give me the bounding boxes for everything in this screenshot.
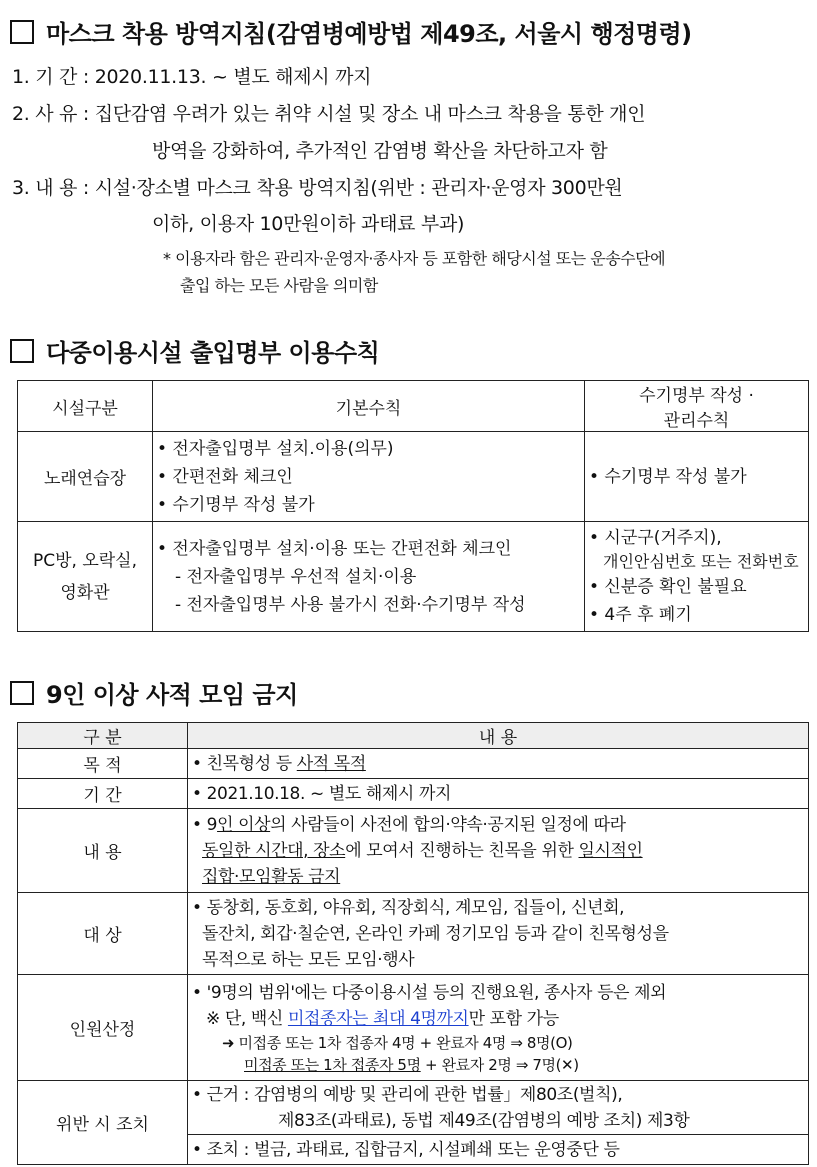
content-line bbox=[192, 838, 804, 864]
row-key: 인원산정 bbox=[18, 975, 188, 1081]
row-key: 기 간 bbox=[18, 779, 188, 809]
section-title-entry-log bbox=[10, 333, 379, 368]
text: • 9 bbox=[192, 814, 218, 835]
text: • 2021.10.18. ~ 별도 해제시 까지 bbox=[192, 783, 451, 804]
content-line bbox=[192, 812, 804, 838]
section-title-mask bbox=[10, 14, 692, 49]
section-title-text: 다중이용시설 출입명부 이용수칙 bbox=[46, 339, 380, 367]
table-row bbox=[18, 1081, 809, 1135]
bullet-item: • 수기명부 작성 불가 bbox=[589, 466, 747, 487]
table-row bbox=[18, 779, 809, 809]
row-value bbox=[188, 975, 809, 1081]
gathering-table bbox=[17, 722, 809, 1165]
text: 인 이상 bbox=[217, 814, 271, 835]
table-row bbox=[18, 809, 809, 893]
text: 동일한 시간대, 장소 bbox=[202, 840, 346, 861]
text: 일시적인 bbox=[578, 840, 643, 861]
content-line: 돌잔치, 회갑·칠순연, 온라인 카페 정기모임 등과 같이 친목형성을 bbox=[202, 923, 669, 944]
mask-content-1: 3. 내 용 : 시설·장소별 마스크 착용 방역지침(위반 : 관리자·운영자 300만원 bbox=[12, 177, 623, 199]
row-value bbox=[188, 893, 809, 975]
section-title-text: 마스크 착용 방역지침(감염병예방법 제49조, 서울시 행정명령) bbox=[46, 20, 692, 48]
text: ※ 단, 백신 bbox=[206, 1008, 288, 1029]
bullet-item: 개인안심번호 또는 전화번호 bbox=[603, 551, 799, 571]
content-line: • 동창회, 동호회, 야유회, 직장회식, 계모임, 집들이, 신년회, bbox=[192, 897, 625, 918]
content-line: ➜ 미접종 또는 1차 접종자 4명 + 완료자 4명 ⇒ 8명(O) bbox=[222, 1033, 573, 1052]
text: • 친목형성 등 bbox=[192, 753, 297, 774]
text: 의 사람들이 사전에 합의·약속·공지된 일정에 따라 bbox=[270, 814, 626, 835]
header-facility-type: 시설구분 bbox=[18, 381, 153, 432]
table-row bbox=[18, 893, 809, 975]
checkbox-square-icon bbox=[10, 20, 34, 44]
mask-note-1: * 이용자라 함은 관리자·운영자·종사자 등 포함한 해당시설 또는 운송수단에 bbox=[163, 249, 666, 268]
sub-item: - 전자출입명부 우선적 설치·이용 bbox=[175, 566, 417, 587]
row-manual bbox=[585, 432, 809, 522]
row-value bbox=[188, 809, 809, 893]
header-content: 내 용 bbox=[188, 723, 809, 749]
table-header-row bbox=[18, 381, 809, 432]
entry-log-table bbox=[17, 380, 809, 632]
text: + 완료자 2명 ⇒ 7명(✕) bbox=[420, 1055, 579, 1074]
row-value bbox=[188, 749, 809, 779]
row-value bbox=[188, 1081, 809, 1135]
content-line bbox=[192, 1054, 804, 1076]
content-line: • 근거 : 감염병의 예방 및 관리에 관한 법률」제80조(벌칙), bbox=[192, 1084, 623, 1105]
bullet-item: • 4주 후 폐기 bbox=[589, 604, 692, 625]
row-value bbox=[188, 779, 809, 809]
row-key: 목 적 bbox=[18, 749, 188, 779]
content-line bbox=[192, 1006, 804, 1032]
content-line: 제83조(과태료), 동법 제49조(감염병의 예방 조치) 제3항 bbox=[278, 1110, 690, 1131]
checkbox-square-icon bbox=[10, 339, 34, 363]
bullet-item: • 전자출입명부 설치·이용 또는 간편전화 체크인 bbox=[157, 538, 512, 559]
row-facility: 노래연습장 bbox=[18, 432, 153, 522]
mask-reason-2: 방역을 강화하여, 추가적인 감염병 확산을 차단하고자 함 bbox=[152, 140, 608, 162]
row-basic bbox=[153, 522, 585, 632]
row-facility bbox=[18, 522, 153, 632]
bullet-item: • 간편전화 체크인 bbox=[157, 466, 293, 487]
table-row bbox=[18, 522, 809, 632]
bullet-item: • 시군구(거주지), bbox=[589, 527, 722, 548]
mask-content-2: 이하, 이용자 10만원이하 과태료 부과) bbox=[152, 213, 465, 235]
facility-line: PC방, 오락실, bbox=[32, 550, 138, 571]
table-header-row bbox=[18, 723, 809, 749]
table-row bbox=[18, 975, 809, 1081]
content-line: • '9명의 범위'에는 다중이용시설 등의 진행요원, 종사자 등은 제외 bbox=[192, 982, 667, 1003]
section-title-text: 9인 이상 사적 모임 금지 bbox=[46, 681, 298, 709]
header-basic-rules: 기본수칙 bbox=[153, 381, 585, 432]
bullet-item: • 전자출입명부 설치.이용(의무) bbox=[157, 438, 394, 459]
content-line: 집합·모임활동 금지 bbox=[202, 866, 341, 887]
text: 미접종 또는 1차 접종자 5명 bbox=[244, 1055, 421, 1074]
row-value bbox=[188, 1135, 809, 1165]
table-row bbox=[18, 432, 809, 522]
text: 사적 목적 bbox=[296, 753, 366, 774]
text: 미접종자는 최대 4명까지 bbox=[287, 1008, 469, 1029]
bullet-item: • 신분증 확인 불필요 bbox=[589, 576, 747, 597]
header-line: 수기명부 작성 · bbox=[639, 386, 754, 406]
mask-note-2: 출입 하는 모든 사람을 의미함 bbox=[180, 276, 378, 295]
row-key: 대 상 bbox=[18, 893, 188, 975]
table-row bbox=[18, 749, 809, 779]
header-category: 구 분 bbox=[18, 723, 188, 749]
row-key: 위반 시 조치 bbox=[18, 1081, 188, 1165]
text: 에 모여서 진행하는 친목을 위한 bbox=[345, 840, 579, 861]
mask-period: 1. 기 간 : 2020.11.13. ~ 별도 해제시 까지 bbox=[12, 66, 372, 88]
content-line: 목적으로 하는 모든 모임·행사 bbox=[202, 949, 415, 970]
facility-line: 영화관 bbox=[60, 582, 110, 603]
row-key: 내 용 bbox=[18, 809, 188, 893]
checkbox-square-icon bbox=[10, 681, 34, 705]
row-manual bbox=[585, 522, 809, 632]
mask-reason-1: 2. 사 유 : 집단감염 우려가 있는 취약 시설 및 장소 내 마스크 착용을 통한 개인 bbox=[12, 103, 646, 125]
bullet-item: • 수기명부 작성 불가 bbox=[157, 494, 315, 515]
content-line: • 조치 : 벌금, 과태료, 집합금지, 시설폐쇄 또는 운영중단 등 bbox=[192, 1139, 620, 1160]
header-line: 관리수칙 bbox=[663, 411, 730, 431]
header-manual-log-rules bbox=[585, 381, 809, 432]
section-title-gathering bbox=[10, 675, 298, 710]
row-basic bbox=[153, 432, 585, 522]
sub-item: - 전자출입명부 사용 불가시 전화·수기명부 작성 bbox=[175, 594, 526, 615]
text: 만 포함 가능 bbox=[468, 1008, 559, 1029]
